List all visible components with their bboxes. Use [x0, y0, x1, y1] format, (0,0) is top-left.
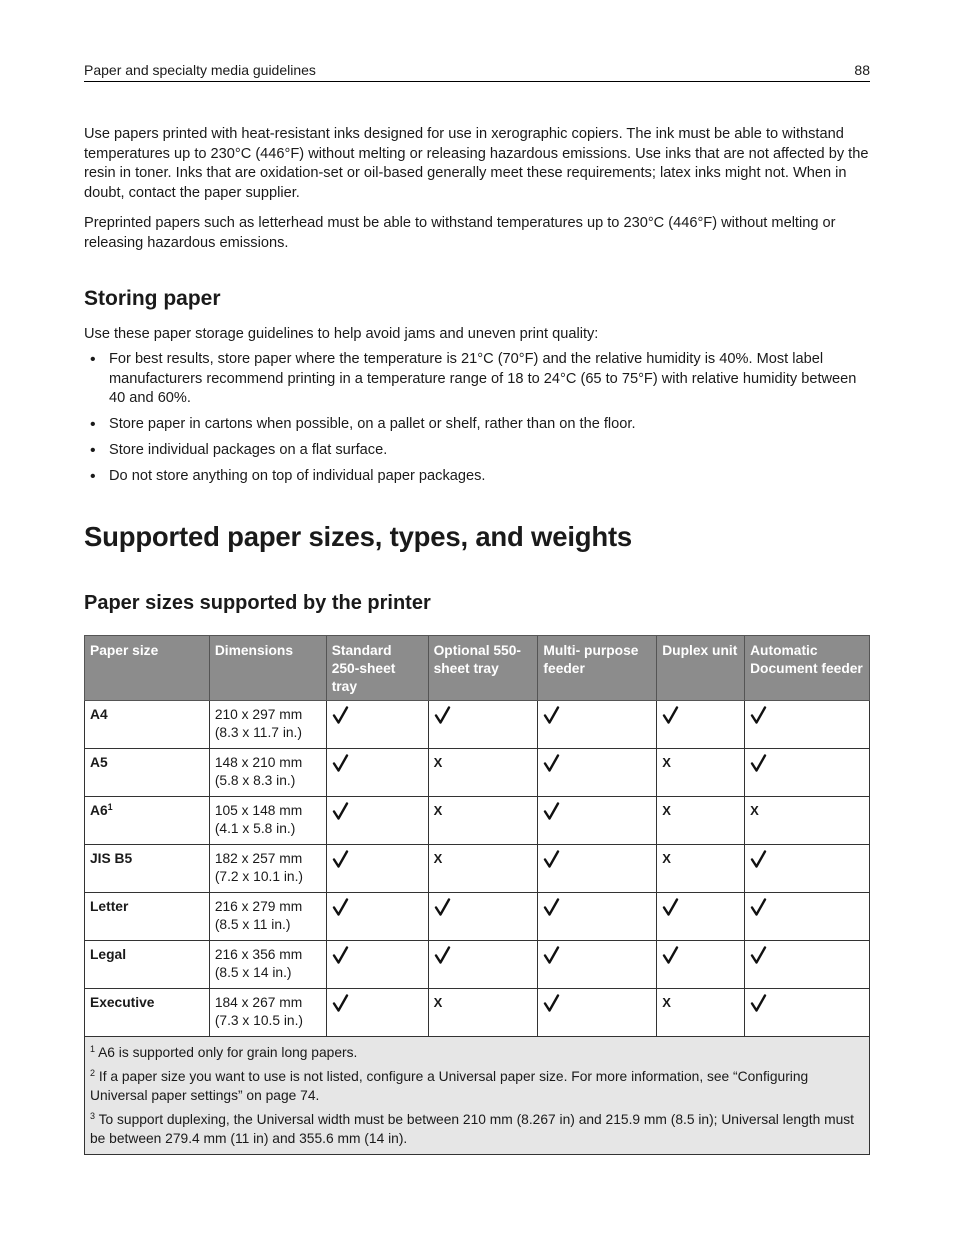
support-cell: [428, 797, 538, 845]
checkmark-icon: [332, 898, 349, 917]
checkmark-icon: [332, 706, 349, 725]
checkmark-icon: [750, 994, 767, 1013]
support-cell: [745, 893, 870, 941]
checkmark-icon: [543, 706, 560, 725]
footnote: $^2$ If a paper size you want to use is not listed, configure a Universal paper size. For more information, see “Configuring Universal paper settings” on page 74.: [90, 1068, 809, 1103]
support-cell: [326, 749, 428, 797]
checkmark-icon: [434, 898, 451, 917]
list-item: • Do not store anything on top of individual paper packages.: [84, 467, 874, 487]
support-cell: [326, 893, 428, 941]
support-cell: [657, 941, 745, 989]
checkmark-icon: [434, 706, 451, 725]
support-cell: [428, 701, 538, 749]
support-cell: [745, 989, 870, 1037]
list-item: • Store individual packages on a flat surface.: [84, 441, 874, 461]
support-cell: [657, 797, 745, 845]
support-cell: [326, 989, 428, 1037]
not-supported-mark: X: [662, 755, 671, 770]
support-cell: [538, 701, 657, 749]
paper-size-cell: $A6^1$: [85, 797, 210, 845]
table-row: [85, 893, 870, 941]
checkmark-icon: [543, 898, 560, 917]
checkmark-icon: [332, 802, 349, 821]
dimensions-cell: 182 x 257 mm (7.2 x 10.1 in.): [209, 845, 326, 893]
table-row: [85, 941, 870, 989]
checkmark-icon: [543, 946, 560, 965]
not-supported-mark: X: [662, 995, 671, 1010]
not-supported-mark: X: [433, 803, 443, 818]
preprinted-paragraph: Preprinted papers such as letterhead must be able to withstand temperatures up to 230°C (446°F) without melting or releasing hazardous emissions.: [84, 215, 836, 251]
support-cell: [745, 845, 870, 893]
dimensions-cell: 216 x 356 mm (8.5 x 14 in.): [209, 941, 326, 989]
support-cell: [428, 989, 538, 1037]
checkmark-icon: [662, 898, 679, 917]
not-supported-mark: X: [433, 995, 443, 1010]
footnotes-cell: [85, 1037, 870, 1155]
checkmark-icon: [543, 802, 560, 821]
section-heading: Supported paper sizes, types, and weights: [84, 521, 633, 552]
storing-bullet-list: [84, 350, 874, 494]
paper-size-cell: Letter: [85, 893, 210, 941]
support-cell: [745, 701, 870, 749]
support-cell: [657, 845, 745, 893]
storing-paper-heading: Storing paper: [84, 287, 221, 310]
support-cell: [745, 797, 870, 845]
table-row: [85, 797, 870, 845]
checkmark-icon: [332, 754, 349, 773]
column-header: Automatic Document feeder: [745, 636, 870, 701]
support-cell: [538, 845, 657, 893]
support-cell: [538, 893, 657, 941]
paper-sizes-table: [84, 635, 870, 1155]
dimensions-cell: 148 x 210 mm (5.8 x 8.3 in.): [209, 749, 326, 797]
paper-size-cell: Executive: [85, 989, 210, 1037]
table-row: [85, 749, 870, 797]
column-header: Multi- purpose feeder: [538, 636, 657, 701]
not-supported-mark: X: [662, 803, 671, 818]
paper-size-cell: Legal: [85, 941, 210, 989]
checkmark-icon: [543, 850, 560, 869]
checkmark-icon: [662, 706, 679, 725]
checkmark-icon: [662, 946, 679, 965]
column-header: Optional 550-sheet tray: [428, 636, 538, 701]
not-supported-mark: X: [662, 851, 671, 866]
support-cell: [657, 749, 745, 797]
paper-size-cell: JIS B5: [85, 845, 210, 893]
checkmark-icon: [332, 850, 349, 869]
dimensions-cell: 216 x 279 mm (8.5 x 11 in.): [209, 893, 326, 941]
subsection-heading: Paper sizes supported by the printer: [84, 592, 431, 614]
support-cell: [428, 845, 538, 893]
list-item: • For best results, store paper where the temperature is 21°C (70°F) and the relative humidity is 40%. Most label manufacturers recommend printing in a temperature range of 18 to 24°C (65 to 75°F) with relative humidity between 40 and 60%.: [84, 350, 874, 409]
list-item: • Store paper in cartons when possible, on a pallet or shelf, rather than on the floor.: [84, 415, 874, 435]
support-cell: [538, 797, 657, 845]
support-cell: [538, 989, 657, 1037]
not-supported-mark: X: [433, 755, 443, 770]
table-row: [85, 845, 870, 893]
footnote: $^3$ To support duplexing, the Universal width must be between 210 mm (8.267 in) and 215.9 mm (8.5 in); Universal length must be between 279.4 mm (11 in) and 355.6 mm (14 in).: [90, 1111, 854, 1146]
support-cell: [745, 749, 870, 797]
table-header-row: [85, 636, 870, 701]
checkmark-icon: [543, 754, 560, 773]
header-title: Paper and specialty media guidelines: [84, 62, 316, 78]
support-cell: [657, 989, 745, 1037]
not-supported-mark: X: [750, 803, 759, 818]
support-cell: [428, 749, 538, 797]
support-cell: [657, 701, 745, 749]
support-cell: [538, 749, 657, 797]
footnotes-row: [85, 1037, 870, 1155]
support-cell: [745, 941, 870, 989]
column-header: Paper size: [85, 636, 210, 701]
checkmark-icon: [434, 946, 451, 965]
checkmark-icon: [750, 898, 767, 917]
checkmark-icon: [543, 994, 560, 1013]
table-row: [85, 701, 870, 749]
checkmark-icon: [750, 706, 767, 725]
footnote: $^1$ A6 is supported only for grain long papers.: [90, 1044, 358, 1060]
page-header: [84, 61, 870, 82]
storing-intro: Use these paper storage guidelines to help avoid jams and uneven print quality:: [84, 326, 599, 342]
support-cell: [428, 893, 538, 941]
column-header: Dimensions: [209, 636, 326, 701]
column-header: Standard 250-sheet tray: [326, 636, 428, 701]
checkmark-icon: [332, 994, 349, 1013]
column-header: Duplex unit: [657, 636, 745, 701]
support-cell: [326, 797, 428, 845]
checkmark-icon: [332, 946, 349, 965]
checkmark-icon: [750, 754, 767, 773]
support-cell: [326, 845, 428, 893]
dimensions-cell: 105 x 148 mm (4.1 x 5.8 in.): [209, 797, 326, 845]
checkmark-icon: [750, 946, 767, 965]
support-cell: [657, 893, 745, 941]
checkmark-icon: [750, 850, 767, 869]
table-row: [85, 989, 870, 1037]
dimensions-cell: 210 x 297 mm (8.3 x 11.7 in.): [209, 701, 326, 749]
paper-size-cell: A5: [85, 749, 210, 797]
support-cell: [326, 701, 428, 749]
dimensions-cell: 184 x 267 mm (7.3 x 10.5 in.): [209, 989, 326, 1037]
support-cell: [428, 941, 538, 989]
page-number: 88: [854, 62, 870, 78]
not-supported-mark: X: [433, 851, 443, 866]
support-cell: [538, 941, 657, 989]
inks-paragraph: Use papers printed with heat-resistant inks designed for use in xerographic copiers. The ink must be able to withstand temperatures up to 230°C (446°F) without melting or releasing hazardous emissions. Use inks that are not affected by the resin in toner. Inks that are oxidation-set or oil-based generally meet these requirements; latex inks might not. When in doubt, contact the paper supplier.: [84, 126, 869, 201]
paper-size-cell: A4: [85, 701, 210, 749]
support-cell: [326, 941, 428, 989]
